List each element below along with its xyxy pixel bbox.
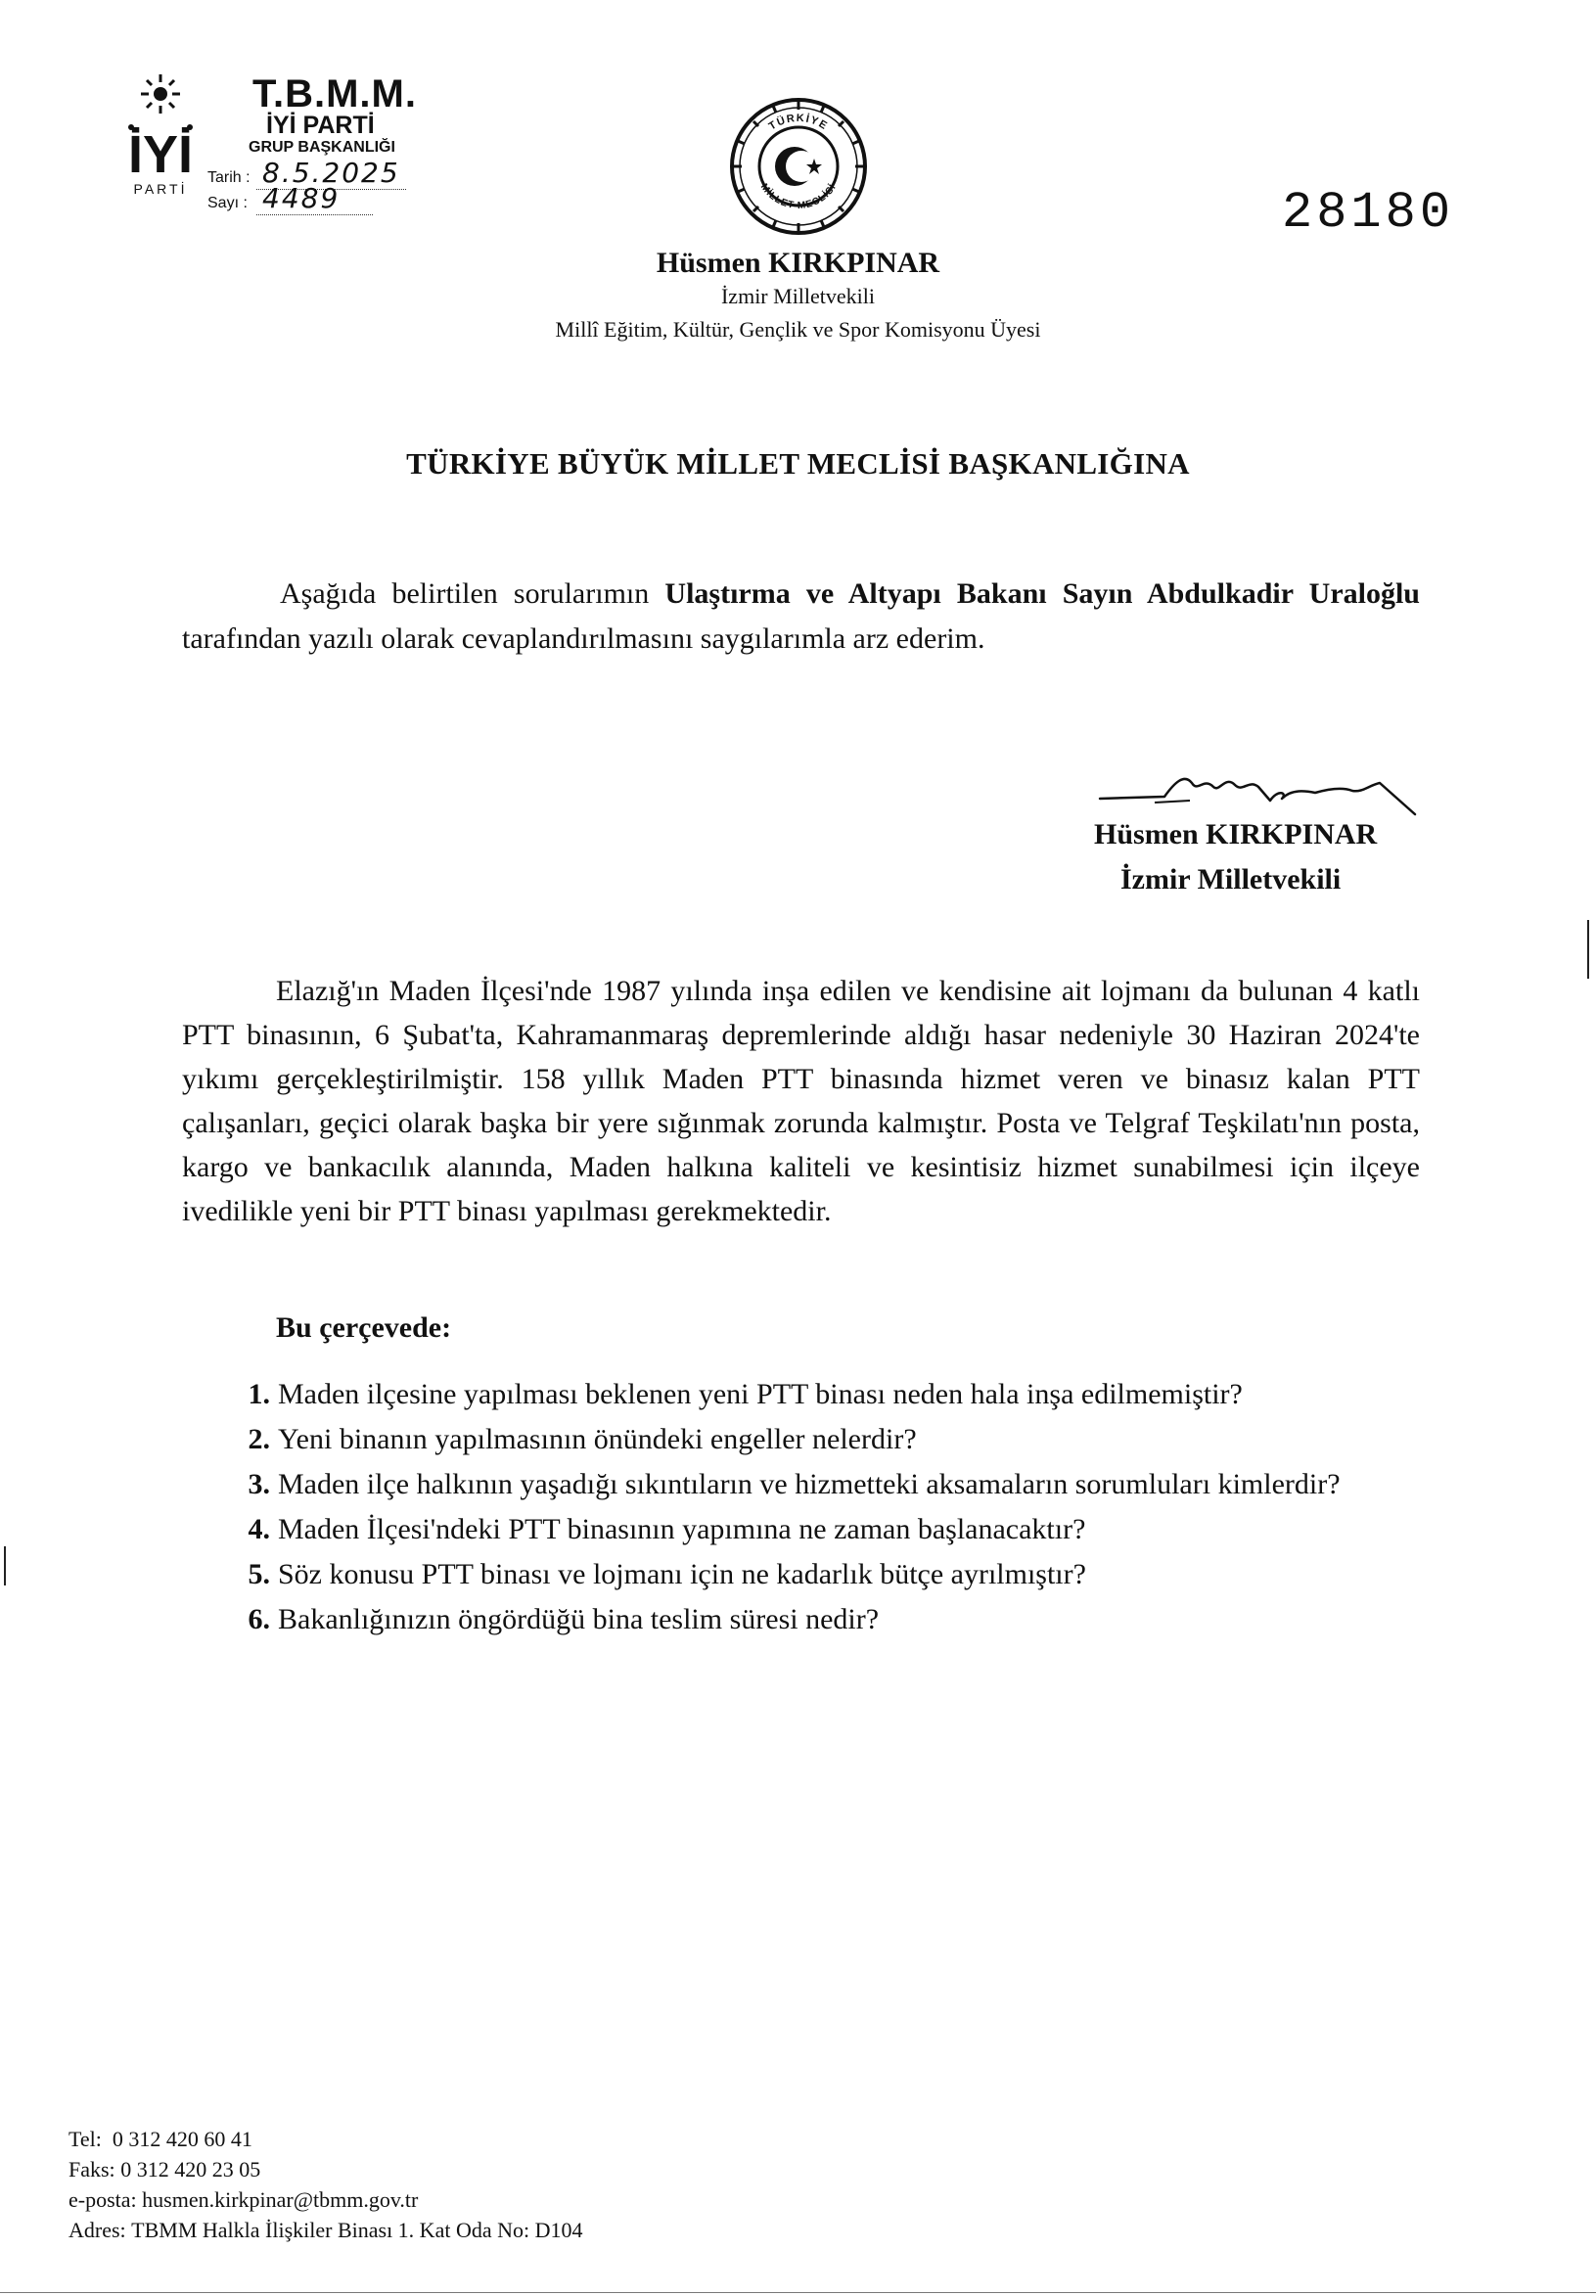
logo-subtext: PARTİ [133, 181, 188, 197]
crescent-star-icon [775, 147, 822, 186]
question-text: Söz konusu PTT binası ve lojmanı için ne kadarlık bütçe ayrılmıştır? [278, 1558, 1086, 1590]
stamp-party: İYİ PARTİ [266, 112, 375, 139]
footer-address-value: TBMM Halkla İlişkiler Binası 1. Kat Oda No: D104 [131, 2218, 583, 2242]
question-number: 4. [248, 1513, 270, 1545]
footer-tel-value: 0 312 420 60 41 [112, 2127, 252, 2151]
footer-email-label: e-posta: [68, 2187, 137, 2212]
seal-text-bottom: MİLLET MECLİSİ [757, 181, 840, 212]
signature-name: Hüsmen KIRKPINAR [1094, 818, 1378, 850]
intro-minister: Ulaştırma ve Altyapı Bakanı Sayın Abdulkadir Uraloğlu [664, 577, 1420, 610]
footer-fax [68, 2154, 583, 2184]
question-number: 3. [248, 1468, 270, 1500]
intro-before: Aşağıda belirtilen sorularımın [280, 577, 665, 610]
scan-edge-right [1587, 920, 1589, 979]
question-text: Bakanlığınızın öngördüğü bina teslim süresi nedir? [278, 1603, 880, 1635]
signature-city: İzmir Milletvekili [1120, 863, 1342, 895]
stamp-date-label: Tarih : [207, 169, 251, 186]
footer-fax-label: Faks: [68, 2157, 115, 2181]
scan-edge-bottom [0, 2292, 1596, 2293]
question-item [209, 1466, 1384, 1503]
question-text: Maden ilçesine yapılması beklenen yeni PTT binası neden hala inşa edilmemiştir? [278, 1378, 1243, 1410]
questions-list [209, 1376, 1384, 1646]
svg-text:TÜRKİYE [767, 113, 831, 133]
iyi-parti-logo [117, 70, 204, 198]
footer-email-link[interactable]: husmen.kirkpinar@tbmm.gov.tr [142, 2187, 419, 2212]
scan-edge-left [4, 1546, 6, 1585]
stamp-number-value: 4489 [256, 182, 373, 215]
question-item [209, 1376, 1384, 1413]
question-text: Maden İlçesi'ndeki PTT binasının yapımına ne zaman başlanacaktır? [278, 1513, 1086, 1545]
question-text: Maden ilçe halkının yaşadığı sıkıntıların ve hizmetteki aksamaların sorumluları kimlerdir? [278, 1468, 1341, 1500]
intro-after: tarafından yazılı olarak cevaplandırılmasını saygılarımla arz ederim. [182, 622, 985, 655]
footer-tel [68, 2124, 583, 2154]
seal-text-top: TÜRKİYE [766, 112, 831, 133]
question-number: 5. [248, 1558, 270, 1590]
question-item [209, 1421, 1384, 1458]
question-item [209, 1601, 1384, 1638]
document-number: 28180 [1282, 184, 1455, 242]
question-item [209, 1556, 1384, 1593]
intro-paragraph [182, 572, 1420, 662]
handwritten-signature [1096, 763, 1429, 824]
footer-address [68, 2215, 583, 2245]
stamp-group: GRUP BAŞKANLIĞI [249, 139, 395, 156]
stamp-tbmm: T.B.M.M. [252, 72, 417, 115]
question-number: 2. [248, 1423, 270, 1455]
svg-text:MİLLET MECLİSİ [758, 181, 839, 211]
stamp-number-label: Sayı : [207, 195, 248, 211]
question-number: 6. [248, 1603, 270, 1635]
footer-fax-value: 0 312 420 23 05 [120, 2157, 261, 2181]
addressee-heading: TÜRKİYE BÜYÜK MİLLET MECLİSİ BAŞKANLIĞINA [406, 446, 1190, 481]
questions-intro: Bu çerçevede: [276, 1311, 452, 1344]
question-text: Yeni binanın yapılmasının önündeki engeller nelerdir? [278, 1423, 917, 1455]
stamp-number-row [207, 182, 373, 214]
question-item [209, 1511, 1384, 1548]
sun-icon [128, 74, 193, 130]
tbmm-seal [728, 96, 869, 237]
question-number: 1. [248, 1378, 270, 1410]
sender-city: İzmir Milletvekili [720, 284, 876, 308]
footer-tel-label: Tel: [68, 2127, 102, 2151]
logo-wordmark: İYİ [127, 125, 194, 184]
sender-name: Hüsmen KIRKPINAR [656, 247, 940, 279]
footer-address-label: Adres: [68, 2218, 126, 2242]
footer-email [68, 2184, 583, 2215]
sender-role: Millî Eğitim, Kültür, Gençlik ve Spor Komisyonu Üyesi [555, 317, 1041, 342]
contact-footer [68, 2124, 583, 2245]
body-paragraph: Elazığ'ın Maden İlçesi'nde 1987 yılında inşa edilen ve kendisine ait lojmanı da bulunan 4 katlı PTT binasının, 6 Şubat'ta, Kahramanmaraş depremlerinde aldığı hasar nedeniyle 30 Haziran 2024'te yıkımı gerçekleştirilmiştir. 158 yıllık Maden PTT binasında hizmet veren ve binasız kalan PTT çalışanları, geçici olarak başka bir yere sığınmak zorunda kalmıştır. Posta ve Telgraf Teşkilatı'nın posta, kargo ve bankacılık alanında, Maden halkına kaliteli ve kesintisiz hizmet sunabilmesi için ilçeye ivedilikle yeni bir PTT binası yapılması gerekmektedir. [182, 975, 1420, 1227]
stamp-date-value: 8.5.2025 [256, 157, 406, 190]
